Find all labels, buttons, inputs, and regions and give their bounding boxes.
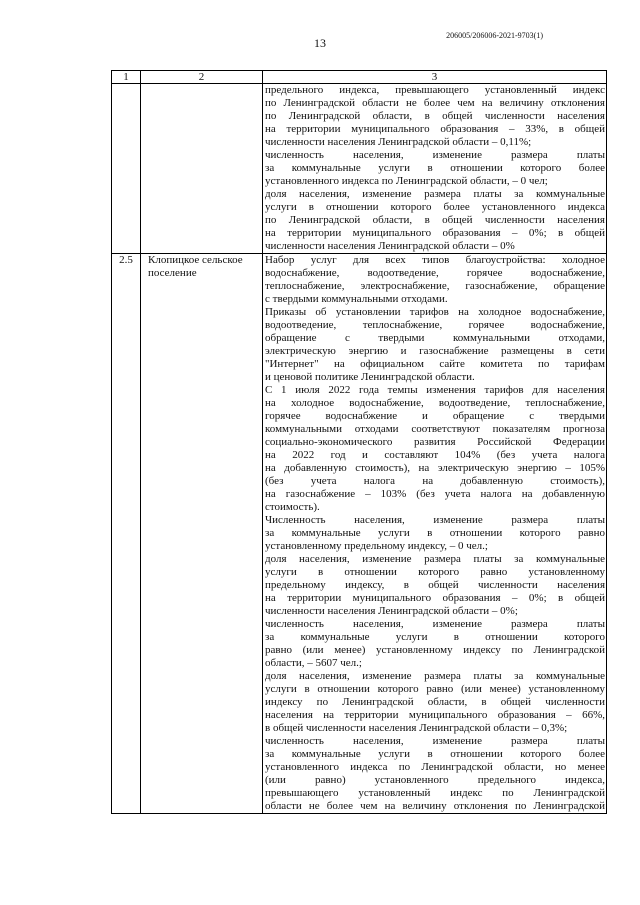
text-line: предельного индекса, превышающего установленный индекс [265,84,605,96]
text-line: на 2022 год и составляют 104% (без учета налога [265,449,605,461]
text-line: за коммунальные услуги в отношении которого равно [265,527,605,539]
text-line: области, – 5607 чел.; [265,657,362,669]
text-line: и ценовой политике Ленинградской области. [265,371,475,383]
text-line: водоснабжение, водоотведение, горячее водоснабжение, [265,267,605,279]
text-line: за коммунальные услуги в отношении которого [265,631,605,643]
text-line: электрическую энергию и газоснабжение размещены в сети [265,345,605,357]
text-line: численности населения Ленинградской области – 0% [265,240,515,252]
text-line: на территории муниципального образования – 0%; в общей [265,592,605,604]
row-text-cell [263,84,607,254]
text-line: услуги в отношении которого более установленного индекса [265,201,605,213]
text-line: численность населения, изменение размера платы [265,735,605,747]
document-number: 206005/206006-2021-9703(1) [446,31,543,40]
text-line: индексу по Ленинградской области, в общей численности [265,696,605,708]
text-line: коммунальными отходами соответствуют показателям прогноза [265,423,605,435]
text-line: установленного индекса по Ленинградской области, но менее [265,761,605,773]
text-line: доля населения, изменение размера платы за коммунальные [265,553,605,565]
page-number: 13 [314,36,326,50]
text-line: по Ленинградской области, в общей численности населения [265,214,605,226]
table-row-2-5 [112,254,607,814]
text-line: на холодное водоснабжение, водоотведение, теплоснабжение, [265,397,605,409]
row-number-cell: 2.5 [112,254,141,814]
header-col-3: 3 [263,71,607,84]
text-line: населения на территории муниципального образования – 66%, [265,709,605,721]
text-line: на добавленную стоимость), на электрическую энергию – 105% [265,462,605,474]
row-text-cell [263,254,607,814]
text-line: доля населения, изменение размера платы за коммунальные [265,670,605,682]
text-line: превышающего установленный индекс по Ленинградской [265,787,605,799]
text-line: по Ленинградской области, в общей численности населения [265,110,605,122]
text-line: равно (или менее) установленному индексу по Ленинградской [265,644,605,656]
text-line: Приказы об установлении тарифов на холодное водоснабжение, [265,306,605,318]
text-line: численности населения Ленинградской области – 0%; [265,605,518,617]
text-line: (или равно) установленного предельного индекса, [265,774,605,786]
text-line: на территории муниципального образования – 33%, в общей [265,123,605,135]
text-line: Численность населения, изменение размера платы [265,514,605,526]
text-line: по Ленинградской области не более чем на величину отклонения [265,97,605,109]
text-line: за коммунальные услуги в отношении которого более [265,748,605,760]
text-line: доля населения, изменение размера платы за коммунальные [265,188,605,200]
text-line: за коммунальные услуги в отношении которого более [265,162,605,174]
text-line: на территории муниципального образования – 0%; в общей [265,227,605,239]
text-line: теплоснабжение, электроснабжение, газоснабжение, обращение [265,280,605,292]
table-row-continuation [112,84,607,254]
text-line: в общей численности населения Ленинградской области – 0,3%; [265,722,568,734]
text-line: обращение с твердыми коммунальными отходами, [265,332,605,344]
text-line: на газоснабжение – 103% (без учета налога на добавленную [265,488,605,500]
row-name-cell: Клопицкое сельское поселение [141,254,263,814]
row-number-cell [112,84,141,254]
text-line: численности населения Ленинградской области – 0,11%; [265,136,532,148]
text-line: установленного индекса по Ленинградской области, – 0 чел; [265,175,548,187]
text-line: численность населения, изменение размера платы [265,149,605,161]
text-line: горячее водоснабжение и обращение с твердыми [265,410,605,422]
text-line: С 1 июля 2022 года темпы изменения тарифов для населения [265,384,605,396]
text-line: водоотведение, теплоснабжение, горячее водоснабжение, [265,319,605,331]
text-line: стоимость). [265,501,320,513]
text-line: области не более чем на величину отклонения по Ленинградской [265,800,605,812]
text-line: с твердыми коммунальными отходами. [265,293,448,305]
header-col-2: 2 [141,71,263,84]
table-header-row [112,71,607,84]
text-line: услуги в отношении которого равно (или менее) установленному [265,683,605,695]
text-line: "Интернет" на официальном сайте комитета по тарифам [265,358,605,370]
header-col-1: 1 [112,71,141,84]
text-line: (без учета налога на добавленную стоимость), [265,475,605,487]
text-line: численность населения, изменение размера платы [265,618,605,630]
text-line: услуги в отношении которого равно установленному [265,566,605,578]
text-line: социально-экономического развития Российской Федерации [265,436,605,448]
text-line: установленному предельному индексу, – 0 чел.; [265,540,488,552]
text-line: Набор услуг для всех типов благоустройства: холодное [265,254,605,266]
row-name-cell [141,84,263,254]
document-table [111,70,607,814]
text-line: предельному индексу, в общей численности населения [265,579,605,591]
